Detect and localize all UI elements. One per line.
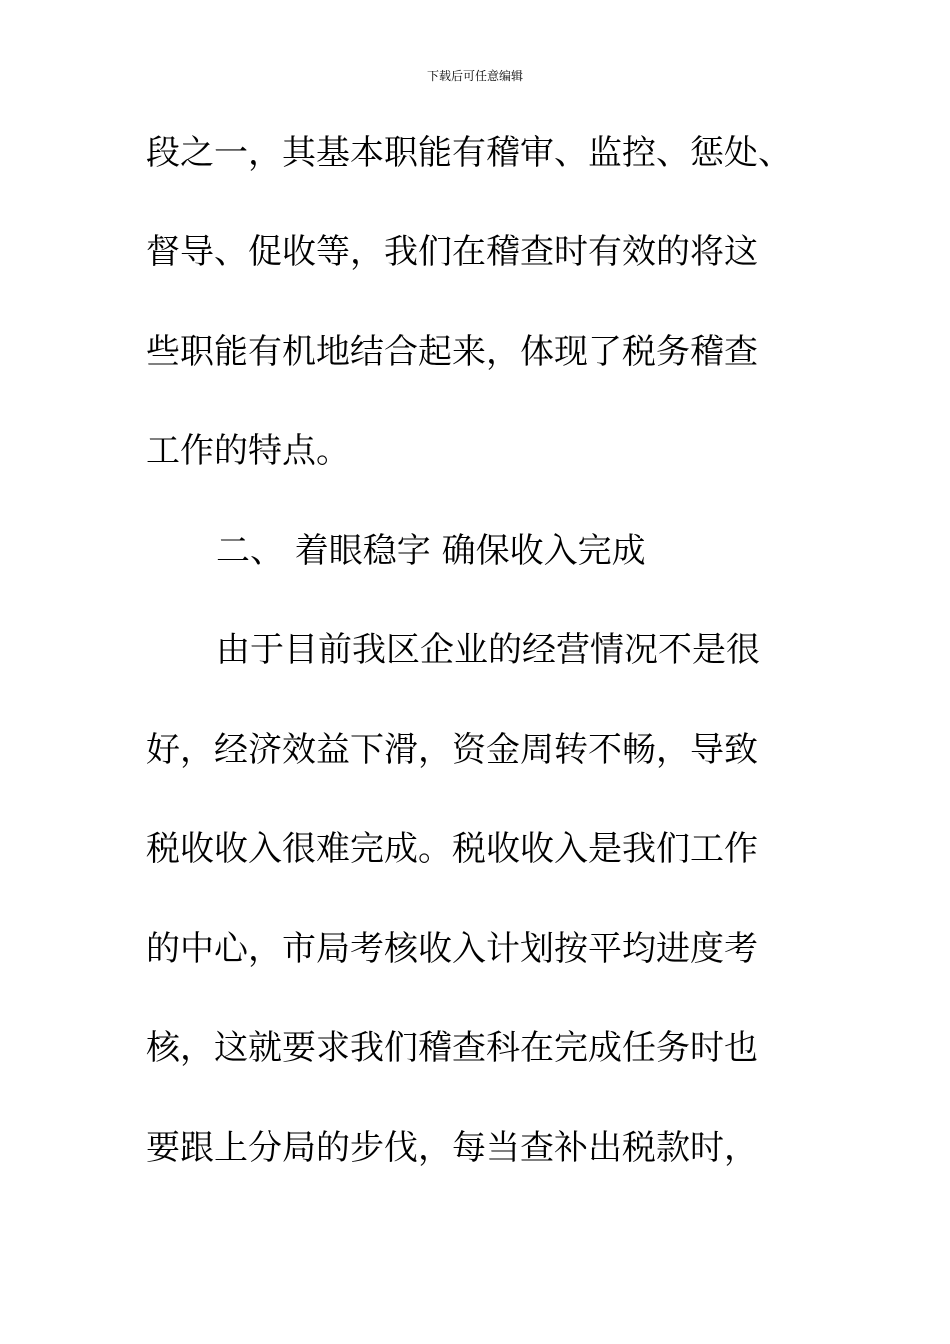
paragraph-line: 些职能有机地结合起来，体现了税务稽查	[146, 332, 758, 372]
header-note: 下载后可任意编辑	[426, 69, 523, 83]
paragraph-line: 核，这就要求我们稽查科在完成任务时也	[146, 1028, 758, 1068]
paragraph-line: 要跟上分局的步伐，每当查补出税款时，	[146, 1128, 758, 1168]
paragraph-line: 由于目前我区企业的经营情况不是很	[216, 630, 760, 670]
section-heading: 二、 着眼稳字 确保收入完成	[216, 531, 646, 571]
paragraph-line: 税收收入很难完成。税收收入是我们工作	[146, 829, 758, 869]
paragraph-line: 段之一，其基本职能有稽审、监控、惩处、	[146, 133, 792, 173]
paragraph-line: 的中心，市局考核收入计划按平均进度考	[146, 929, 758, 969]
paragraph-line: 督导、促收等，我们在稽查时有效的将这	[146, 232, 758, 272]
paragraph-line: 工作的特点。	[146, 431, 350, 471]
paragraph-line: 好，经济效益下滑，资金周转不畅，导致	[146, 730, 758, 770]
